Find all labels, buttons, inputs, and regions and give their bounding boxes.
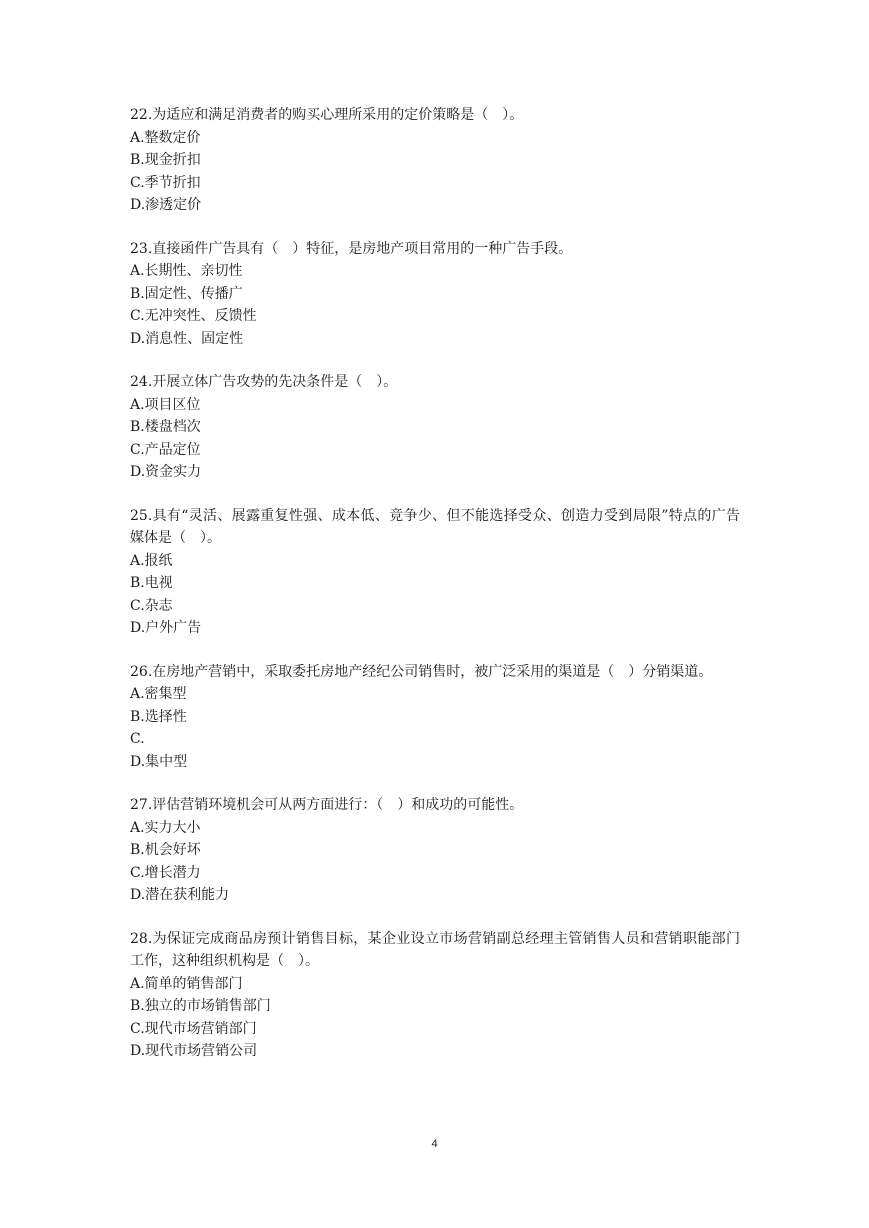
option-a: A.简单的销售部门 [130, 975, 243, 992]
question-23 [130, 238, 740, 351]
option-b: B.楼盘档次 [130, 419, 201, 435]
option-c: C.无冲突性、反馈性 [130, 308, 257, 324]
option-d: D.消息性、固定性 [130, 330, 244, 347]
option-c: C.产品定位 [130, 441, 201, 458]
option-d: D.户外广告 [130, 620, 202, 636]
question-stem: 22.为适应和满足消费者的购买心理所采用的定价策略是（ ）。 [130, 107, 524, 123]
option-c: C.增长潜力 [130, 864, 201, 881]
option-c: C.杂志 [130, 597, 173, 614]
question-26 [130, 661, 740, 774]
option-b: B.固定性、传播广 [130, 285, 243, 302]
option-a: A.实力大小 [130, 819, 201, 836]
question-stem: 28.为保证完成商品房预计销售目标，某企业设立市场营销副总经理主管销售人员和营销职能部门工作，这种组织机构是（ ）。 [130, 930, 740, 969]
question-stem: 26.在房地产营销中，采取委托房地产经纪公司销售时，被广泛采用的渠道是（ ）分销渠道。 [130, 663, 713, 680]
option-c: C.现代市场营销部门 [130, 1020, 257, 1037]
option-c: C. [130, 731, 145, 747]
question-25 [130, 505, 740, 640]
option-b: B.现金折扣 [130, 152, 201, 168]
question-stem: 25.具有“灵活、展露重复性强、成本低、竞争少、但不能选择受众、创造力受到局限”特点的广告媒体是（ ）。 [130, 507, 740, 546]
option-d: D.渗透定价 [130, 197, 202, 213]
question-stem: 24.开展立体广告攻势的先决条件是（ ）。 [130, 374, 398, 390]
option-a: A.长期性、亲切性 [130, 263, 243, 279]
option-a: A.项目区位 [130, 396, 201, 413]
option-d: D.潜在获利能力 [130, 887, 230, 903]
option-b: B.机会好坏 [130, 842, 201, 858]
question-stem: 23.直接函件广告具有（ ）特征，是房地产项目常用的一种广告手段。 [130, 240, 573, 257]
option-b: B.独立的市场销售部门 [130, 998, 271, 1014]
question-list [130, 104, 740, 1084]
option-b: B.选择性 [130, 708, 187, 725]
option-a: A.报纸 [130, 552, 173, 569]
option-a: A.整数定价 [130, 129, 201, 146]
question-stem: 27.评估营销环境机会可从两方面进行：（ ）和成功的可能性。 [130, 797, 524, 813]
page-number: 4 [431, 1138, 438, 1150]
option-d: D.集中型 [130, 753, 188, 770]
option-b: B.电视 [130, 575, 173, 591]
question-28 [130, 928, 740, 1063]
question-22 [130, 104, 740, 217]
option-c: C.季节折扣 [130, 174, 201, 191]
option-d: D.资金实力 [130, 464, 202, 480]
option-a: A.密集型 [130, 686, 187, 702]
question-24 [130, 371, 740, 484]
question-27 [130, 794, 740, 907]
option-d: D.现代市场营销公司 [130, 1043, 258, 1059]
